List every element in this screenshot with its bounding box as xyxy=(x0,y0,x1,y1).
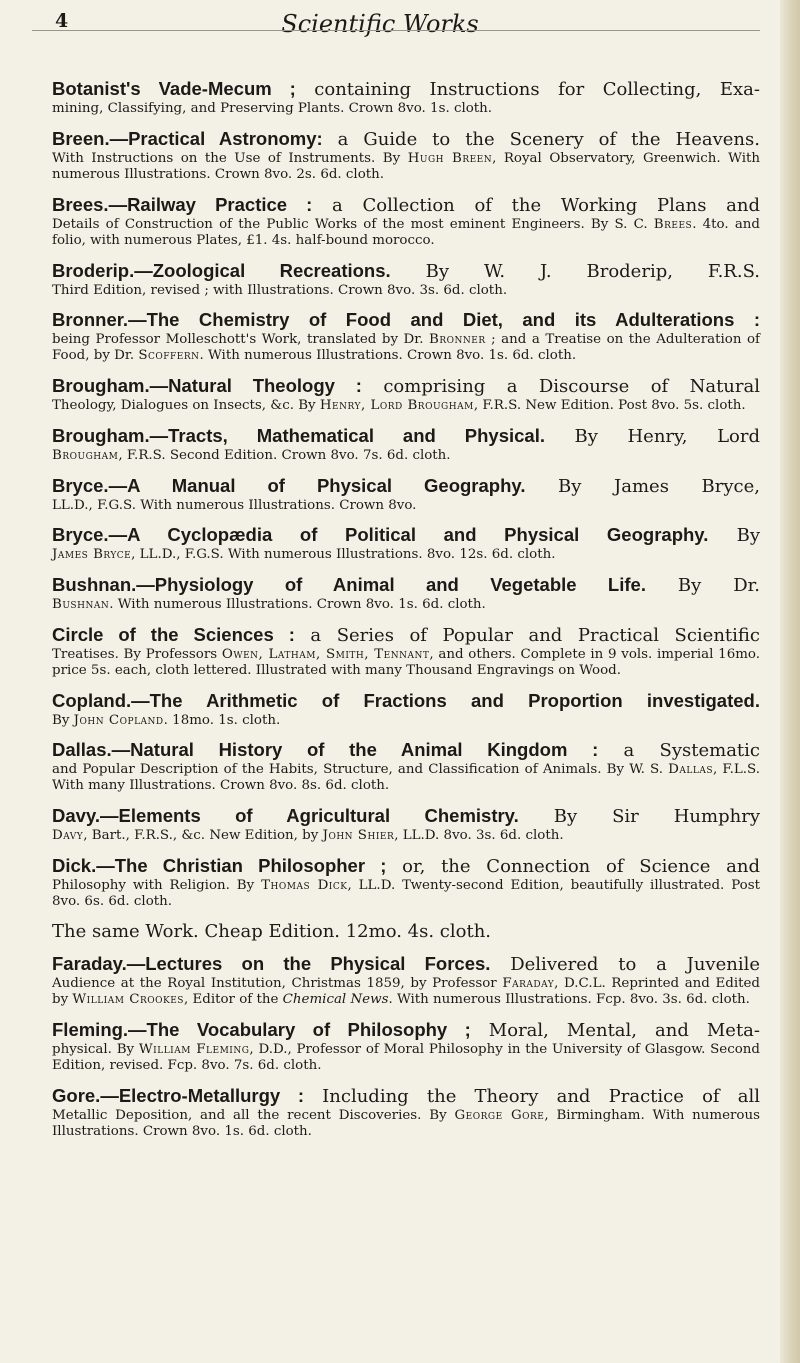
description-text: , F.R.S. New Edition. Post 8vo. 5s. cloth. xyxy=(473,398,746,414)
entry-heading: Brees.—Railway Practice : xyxy=(52,193,313,215)
entry-description xyxy=(52,976,760,1008)
author-name: Bushnan xyxy=(52,596,110,612)
entry-first-line xyxy=(52,194,760,217)
page-number: 4 xyxy=(55,10,69,32)
description-text: Third Edition, revised ; with Illustrations. Crown 8vo. 3s. 6d. cloth. xyxy=(52,282,508,298)
entry-heading: Bryce.—A Cyclopædia of Political and Physical Geography. xyxy=(52,524,709,546)
entry-first-line xyxy=(52,1019,760,1042)
entry-heading: Breen.—Practical Astronomy: xyxy=(52,127,323,149)
entry-first-line-text: Delivered to a Juvenile xyxy=(490,954,760,976)
description-text: , Birmingham. With numerous Illustrations. Crown 8vo. 1s. 6d. cloth. xyxy=(52,1108,760,1140)
entry-description xyxy=(52,151,760,183)
entry-description xyxy=(52,448,760,464)
author-name: William Crookes xyxy=(72,992,184,1008)
entry-first-line xyxy=(52,805,760,828)
author-name: Hugh Breen xyxy=(407,150,493,166)
entry-heading: Circle of the Sciences : xyxy=(52,623,295,645)
author-name: Thomas Dick xyxy=(261,877,348,893)
entry-first-line xyxy=(52,524,760,547)
description-text: By xyxy=(52,712,74,728)
author-name: Owen, Latham, Smith, Tennant xyxy=(221,646,430,662)
description-text: . 4to. and folio, with numerous Plates, £1. 4s. half-bound morocco. xyxy=(52,216,760,248)
entry-heading: Broderip.—Zoological Recreations. xyxy=(52,259,391,281)
entry-description xyxy=(52,828,760,844)
entry-first-line-text: a Systematic xyxy=(598,740,761,762)
description-text: mining, Classifying, and Preserving Plants. Crown 8vo. 1s. cloth. xyxy=(52,101,493,116)
entry-first-line xyxy=(52,475,760,498)
entry-heading: Brougham.—Natural Theology : xyxy=(52,375,362,397)
entry-heading: Fleming.—The Vocabulary of Philosophy ; xyxy=(52,1019,471,1041)
entry-first-line-text: a Collection of the Working Plans and xyxy=(312,194,760,216)
entry-heading: Copland.—The Arithmetic of Fractions and Proportion investigated. xyxy=(52,689,760,711)
page-edge xyxy=(780,0,800,1363)
description-text: , Editor of the xyxy=(183,992,283,1008)
description-text: Audience at the Royal Institution, Christmas 1859, by Professor xyxy=(52,976,503,992)
description-text: . With numerous Illustrations. Fcp. 8vo. 3s. 6d. cloth. xyxy=(388,992,750,1008)
author-name: John Copland xyxy=(73,712,164,728)
description-text: ; and a Treatise on the Adulteration of Food, by Dr. xyxy=(52,332,760,364)
author-name: Faraday xyxy=(502,976,555,992)
catalogue-entry xyxy=(52,739,760,794)
author-name: Brougham xyxy=(52,447,119,463)
catalogue-entry xyxy=(52,921,760,943)
entry-first-line xyxy=(52,739,760,762)
entry-first-line xyxy=(52,260,760,283)
description-text: , D.C.L. Reprinted and Edited by xyxy=(52,976,760,1008)
header-rule xyxy=(32,30,760,31)
entry-first-line xyxy=(52,624,760,647)
entry-first-line-text: Including the Theory and Practice of all xyxy=(303,1086,761,1108)
author-name: Scoffern xyxy=(138,348,200,364)
description-text: , and others. Complete in 9 vols. imperial 16mo. price 5s. each, cloth lettered. Illustrated with many Thousand Engravings on Wood. xyxy=(52,646,760,678)
entry-first-line-text: The same Work. Cheap Edition. 12mo. 4s. cloth. xyxy=(52,920,492,942)
catalogue-entry xyxy=(52,1019,760,1074)
entry-first-line-text: By xyxy=(708,525,760,547)
entry-description xyxy=(52,217,760,249)
catalogue-entry xyxy=(52,375,760,414)
entry-first-line-text: By Dr. xyxy=(645,574,761,596)
entry-heading: Brougham.—Tracts, Mathematical and Physical. xyxy=(52,424,545,446)
entry-description xyxy=(52,1042,760,1074)
entry-first-line-text: By James Bryce, xyxy=(525,475,760,497)
entry-first-line xyxy=(52,574,760,597)
description-text: , Royal Observatory, Greenwich. With numerous Illustrations. Crown 8vo. 2s. 6d. cloth. xyxy=(52,150,760,182)
description-text: , F.L.S. With many Illustrations. Crown 8vo. 8s. 6d. cloth. xyxy=(52,762,760,794)
description-text: Theology, Dialogues on Insects, &c. By xyxy=(52,398,320,414)
entry-heading: Dallas.—Natural History of the Animal Kingdom : xyxy=(52,739,599,761)
entry-description xyxy=(52,713,760,729)
catalogue-entry xyxy=(52,524,760,563)
entry-description xyxy=(52,498,760,514)
author-name: William Fleming xyxy=(138,1042,250,1058)
entry-first-line xyxy=(52,128,760,151)
catalogue-entry xyxy=(52,128,760,183)
description-text: physical. By xyxy=(52,1042,139,1058)
page-header xyxy=(0,2,800,42)
entry-first-line xyxy=(52,855,760,878)
author-name: James Bryce xyxy=(52,547,132,563)
description-text: Treatises. By Professors xyxy=(52,646,222,662)
entry-heading: Bronner.—The Chemistry of Food and Diet, and its Adulterations : xyxy=(52,309,760,331)
entry-first-line-text: By W. J. Broderip, F.R.S. xyxy=(390,260,760,282)
catalogue-entry xyxy=(52,309,760,364)
description-text: , D.D., Professor of Moral Philosophy in the University of Glasgow. Second Edition, revised. Fcp. 8vo. 7s. 6d. cloth. xyxy=(52,1042,760,1074)
catalogue-entry xyxy=(52,574,760,613)
catalogue-entry xyxy=(52,425,760,464)
catalogue-entry xyxy=(52,475,760,514)
entry-first-line-text: By Henry, Lord xyxy=(545,425,760,447)
description-text: Philosophy with Religion. By xyxy=(52,877,262,893)
entry-description xyxy=(52,762,760,794)
entry-heading: Davy.—Elements of Agricultural Chemistry. xyxy=(52,805,519,827)
entry-first-line xyxy=(52,309,760,332)
entry-first-line-text: Moral, Mental, and Meta- xyxy=(470,1020,760,1042)
entry-first-line xyxy=(52,953,760,976)
catalogue-entry xyxy=(52,690,760,729)
entry-description xyxy=(52,398,760,414)
entry-first-line-text: a Guide to the Scenery of the Heavens. xyxy=(322,128,760,150)
description-text: , LL.D. Twenty-second Edition, beautifully illustrated. Post 8vo. 6s. 6d. cloth. xyxy=(52,877,760,910)
description-text: LL.D., F.G.S. With numerous Illustrations. Crown 8vo. xyxy=(52,497,417,513)
entry-first-line xyxy=(52,78,760,101)
catalogue-entry xyxy=(52,1085,760,1140)
entry-description xyxy=(52,547,760,563)
entry-first-line xyxy=(52,921,760,943)
author-name: George Gore xyxy=(454,1108,545,1124)
entry-heading: Faraday.—Lectures on the Physical Forces. xyxy=(52,953,491,975)
entry-description xyxy=(52,1108,760,1140)
description-text: , F.R.S. Second Edition. Crown 8vo. 7s. 6d. cloth. xyxy=(118,447,451,463)
catalogue-entry xyxy=(52,194,760,249)
description-text: Details of Construction of the Public Works of the most eminent Engineers. By S. C. xyxy=(52,216,654,232)
author-name: Bronner xyxy=(429,332,486,348)
entry-first-line xyxy=(52,375,760,398)
entry-first-line-text: containing Instructions for Collecting, Exa- xyxy=(295,79,760,100)
entry-description xyxy=(52,283,760,299)
catalogue-entry xyxy=(52,78,760,117)
author-name: John Shier xyxy=(322,828,395,844)
catalogue-entry xyxy=(52,624,760,679)
description-text: With Instructions on the Use of Instruments. By xyxy=(52,150,408,166)
description-text: . With numerous Illustrations. Crown 8vo. 1s. 6d. cloth. xyxy=(199,348,577,364)
author-name: Henry, Lord Brougham xyxy=(319,398,474,414)
catalogue-entry xyxy=(52,953,760,1008)
catalogue-entries xyxy=(52,78,760,1151)
description-text: , LL.D., F.G.S. With numerous Illustrations. 8vo. 12s. 6d. cloth. xyxy=(131,547,556,563)
entry-first-line xyxy=(52,690,760,713)
entry-heading: Gore.—Electro-Metallurgy : xyxy=(52,1085,304,1107)
author-name: Davy xyxy=(52,828,84,844)
entry-heading: Bryce.—A Manual of Physical Geography. xyxy=(52,474,526,496)
description-text: , LL.D. 8vo. 3s. 6d. cloth. xyxy=(394,828,564,844)
description-text: Chemical News xyxy=(282,992,389,1008)
entry-first-line xyxy=(52,425,760,448)
entry-heading: Dick.—The Christian Philosopher ; xyxy=(52,854,387,876)
entry-first-line xyxy=(52,1085,760,1108)
running-title: Scientific Works xyxy=(281,10,479,38)
entry-heading: Botanist's Vade-Mecum ; xyxy=(52,78,296,99)
entry-first-line-text: comprising a Discourse of Natural xyxy=(361,376,760,398)
author-name: Dallas xyxy=(668,762,714,778)
description-text: and Popular Description of the Habits, Structure, and Classification of Animals. By W. S. xyxy=(52,762,669,778)
catalogue-entry xyxy=(52,805,760,844)
entry-first-line-text: a Series of Popular and Practical Scientific xyxy=(294,624,761,646)
description-text: , Bart., F.R.S., &c. New Edition, by xyxy=(83,828,323,844)
description-text: . With numerous Illustrations. Crown 8vo. 1s. 6d. cloth. xyxy=(109,596,486,612)
description-text: Metallic Deposition, and all the recent Discoveries. By xyxy=(52,1108,455,1124)
entry-description xyxy=(52,878,760,910)
description-text: . 18mo. 1s. cloth. xyxy=(163,712,281,728)
entry-heading: Bushnan.—Physiology of Animal and Vegetable Life. xyxy=(52,573,646,595)
entry-description xyxy=(52,597,760,613)
entry-first-line-text: By Sir Humphry xyxy=(518,806,760,828)
author-name: Brees xyxy=(653,216,693,232)
description-text: being Professor Molleschott's Work, translated by Dr. xyxy=(52,332,429,348)
entry-first-line-text: or, the Connection of Science and xyxy=(386,855,761,877)
entry-description xyxy=(52,332,760,364)
entry-description xyxy=(52,101,760,117)
catalogue-entry xyxy=(52,855,760,910)
catalogue-entry xyxy=(52,260,760,299)
entry-description xyxy=(52,647,760,679)
